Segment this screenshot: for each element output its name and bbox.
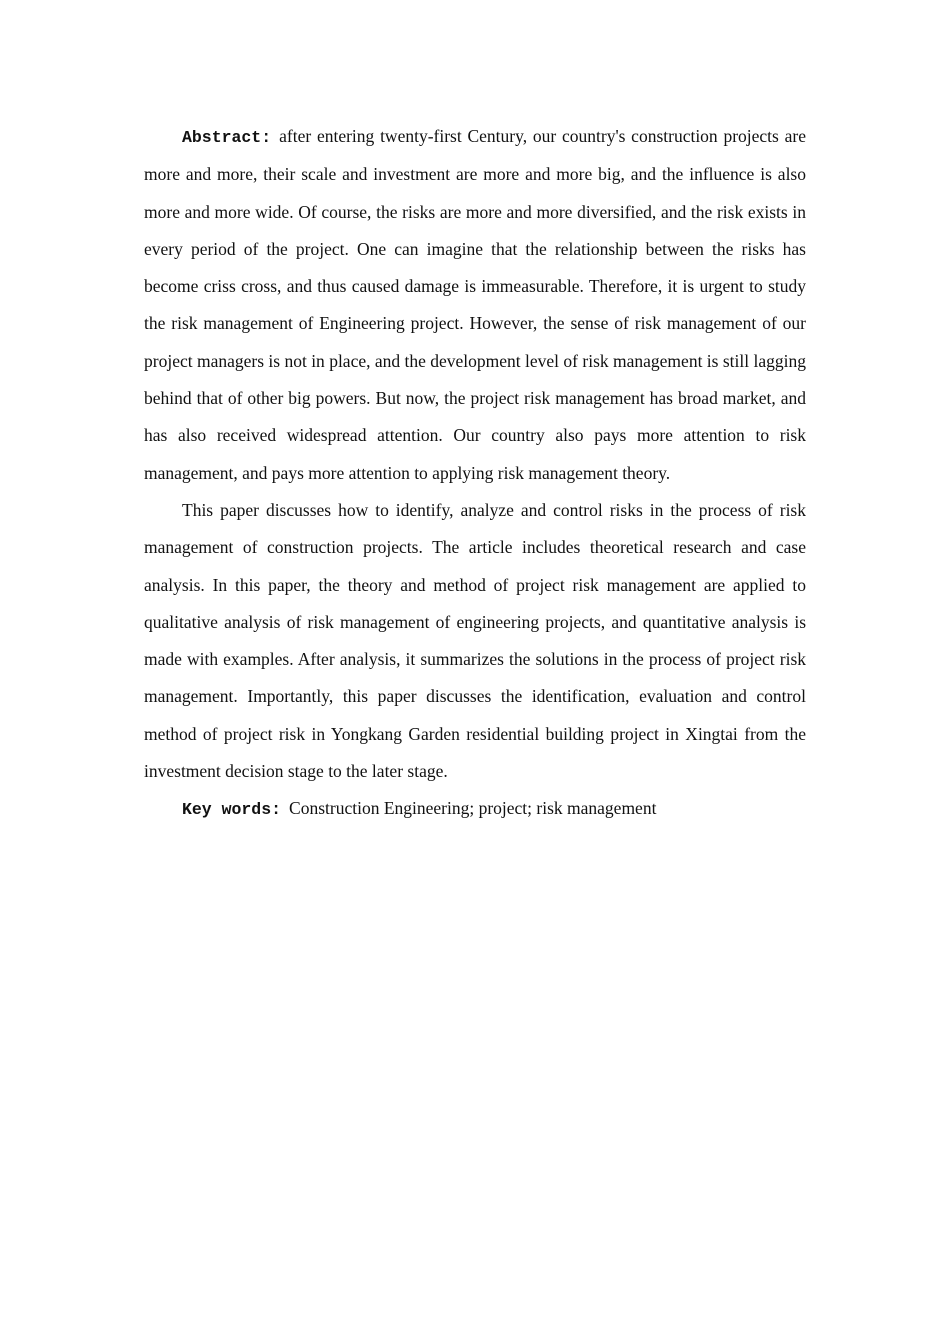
abstract-page — [144, 118, 806, 829]
keywords-text: Construction Engineering; project; risk management — [289, 798, 657, 819]
abstract-paragraph-2 — [144, 492, 806, 790]
abstract-paragraph-2-text: This paper discusses how to identify, analyze and control risks in the process of risk management of construction projects. The article includes theoretical research and case analysis. In this paper, the theory and method of project risk management are applied to qualitative analysis of risk management of engineering projects, and quantitative analysis is made with examples. After analysis, it summarizes the solutions in the process of project risk management. Importantly, this paper discusses the identification, evaluation and control method of project risk in Yongkang Garden residential building project in Xingtai from the investment decision stage to the later stage. — [144, 499, 806, 782]
abstract-paragraph-1-text: after entering twenty-first Century, our country's construction projects are more and more, their scale and investment are more and more big, and the influence is also more and more wide. Of course, the risks are more and more diversified, and the risk exists in every period of the project. One can imagine that the relationship between the risks has become criss cross, and thus caused damage is immeasurable. Therefore, it is urgent to study the risk management of Engineering project. However, the sense of risk management of our project managers is not in place, and the development level of risk management is still lagging behind that of other big powers. But now, the project risk management has broad market, and has also received widespread attention. Our country also pays more attention to risk management, and pays more attention to applying risk management theory. — [144, 126, 806, 483]
keywords-line — [144, 790, 806, 828]
keywords-label: Key words: — [182, 800, 282, 820]
abstract-paragraph-1 — [144, 118, 806, 492]
abstract-label: Abstract: — [182, 128, 272, 147]
